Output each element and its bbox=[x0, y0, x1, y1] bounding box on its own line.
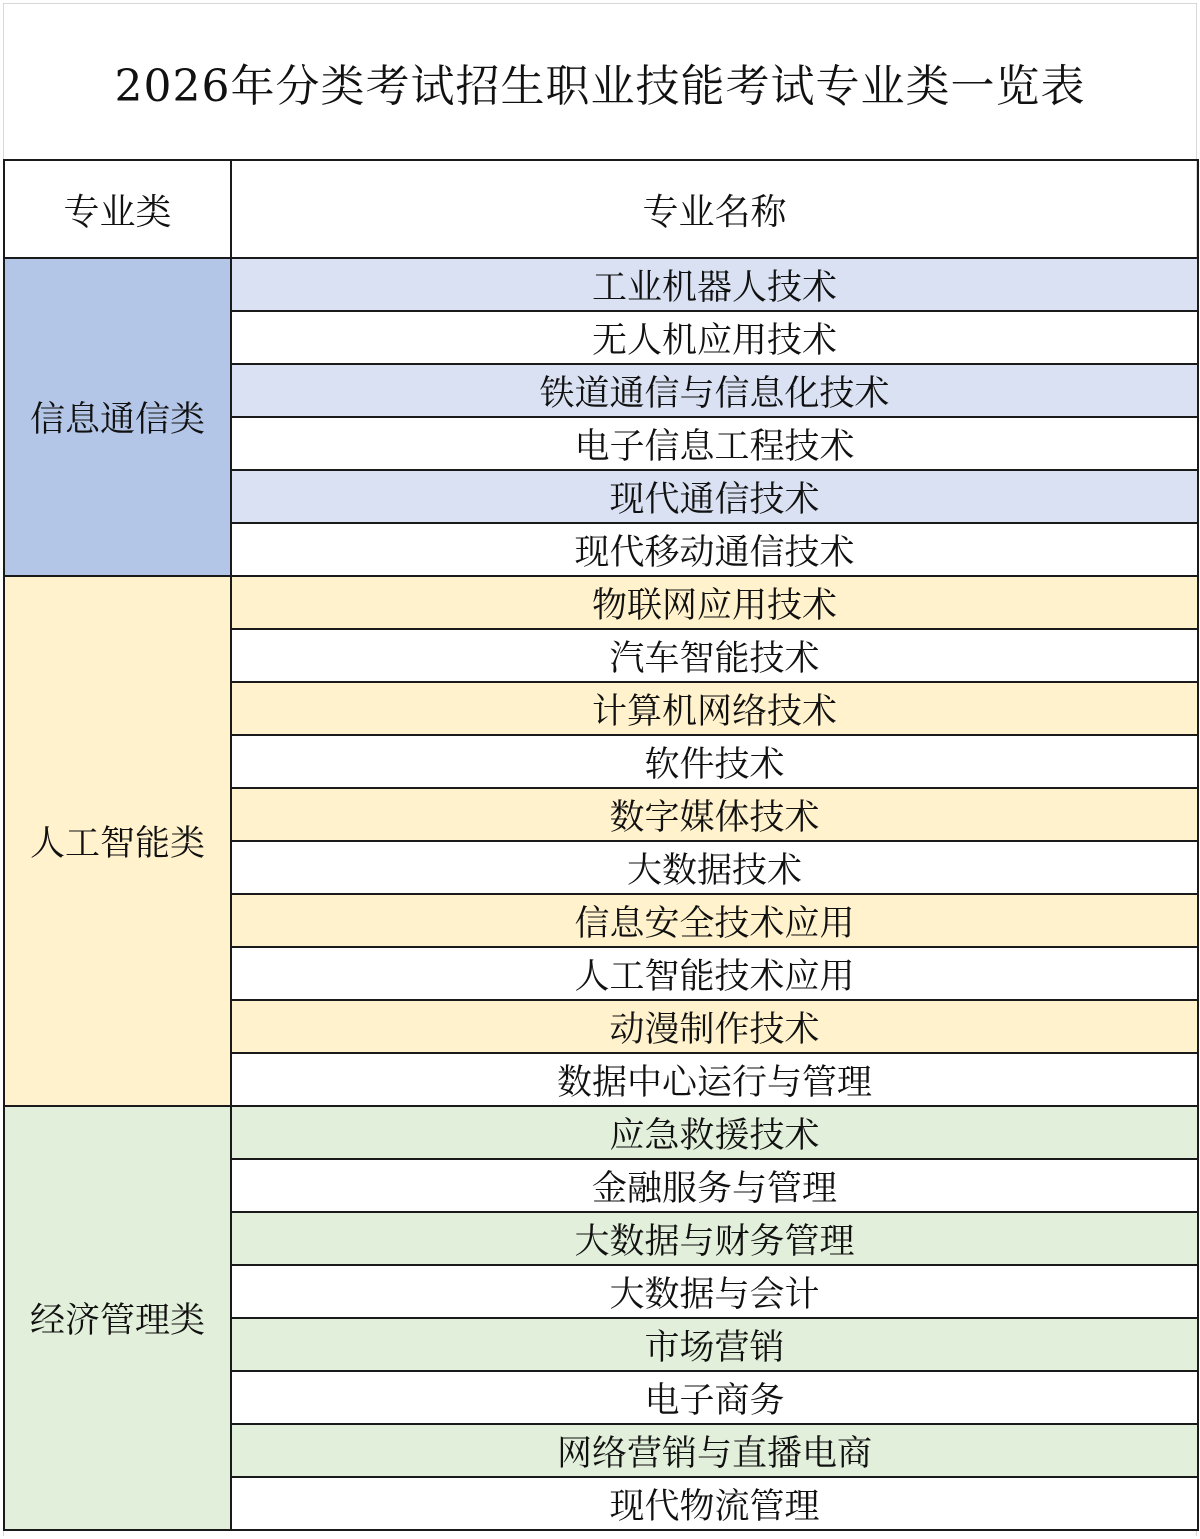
major-cell: 网络营销与直播电商 bbox=[231, 1424, 1198, 1477]
major-cell: 市场营销 bbox=[231, 1318, 1198, 1371]
table-row bbox=[4, 1106, 1198, 1159]
category-cell-info-comm: 信息通信类 bbox=[4, 258, 231, 576]
major-cell: 现代通信技术 bbox=[231, 470, 1198, 523]
major-cell: 工业机器人技术 bbox=[231, 258, 1198, 311]
header-major: 专业名称 bbox=[231, 160, 1198, 258]
major-cell: 现代移动通信技术 bbox=[231, 523, 1198, 576]
category-cell-econ-mgmt: 经济管理类 bbox=[4, 1106, 231, 1530]
page-title: 2026年分类考试招生职业技能考试专业类一览表 bbox=[114, 60, 1086, 112]
major-cell: 无人机应用技术 bbox=[231, 311, 1198, 364]
major-cell: 电子信息工程技术 bbox=[231, 417, 1198, 470]
major-cell: 大数据与财务管理 bbox=[231, 1212, 1198, 1265]
header-row bbox=[4, 160, 1198, 258]
major-cell: 物联网应用技术 bbox=[231, 576, 1198, 629]
table-row bbox=[4, 258, 1198, 311]
major-cell: 软件技术 bbox=[231, 735, 1198, 788]
major-cell: 现代物流管理 bbox=[231, 1477, 1198, 1530]
majors-table bbox=[3, 159, 1199, 1531]
major-cell: 汽车智能技术 bbox=[231, 629, 1198, 682]
category-cell-ai: 人工智能类 bbox=[4, 576, 231, 1106]
major-cell: 大数据与会计 bbox=[231, 1265, 1198, 1318]
major-cell: 计算机网络技术 bbox=[231, 682, 1198, 735]
major-cell: 信息安全技术应用 bbox=[231, 894, 1198, 947]
major-cell: 电子商务 bbox=[231, 1371, 1198, 1424]
major-cell: 人工智能技术应用 bbox=[231, 947, 1198, 1000]
major-cell: 应急救援技术 bbox=[231, 1106, 1198, 1159]
major-cell: 数据中心运行与管理 bbox=[231, 1053, 1198, 1106]
header-category: 专业类 bbox=[4, 160, 231, 258]
major-cell: 数字媒体技术 bbox=[231, 788, 1198, 841]
major-cell: 铁道通信与信息化技术 bbox=[231, 364, 1198, 417]
table-row bbox=[4, 576, 1198, 629]
major-cell: 大数据技术 bbox=[231, 841, 1198, 894]
major-cell: 动漫制作技术 bbox=[231, 1000, 1198, 1053]
major-cell: 金融服务与管理 bbox=[231, 1159, 1198, 1212]
